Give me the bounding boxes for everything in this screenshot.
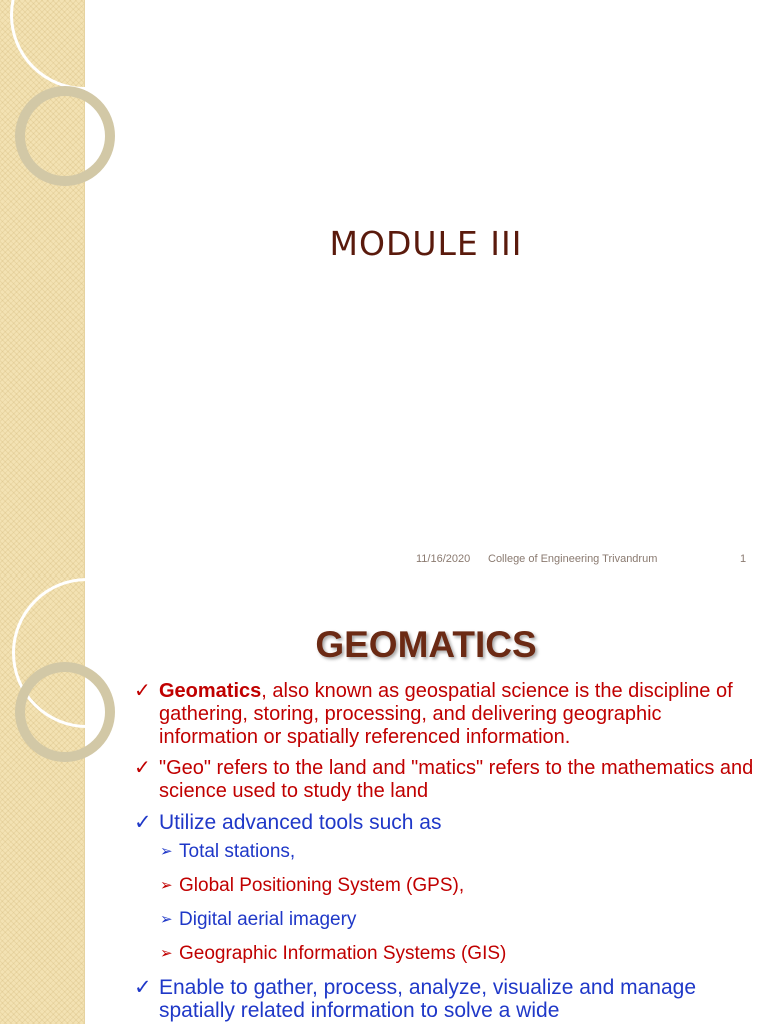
sub-bullet-text: Digital aerial imagery [179,909,357,930]
check-icon: ✓ [134,976,152,999]
decorative-side-band [0,576,85,1024]
footer-date: 11/16/2020 [416,553,471,565]
arrow-icon: ➢ [160,911,173,928]
sub-bullet-item [134,908,754,931]
bullet-keyword: Geomatics [159,680,262,702]
arrow-icon: ➢ [160,877,173,894]
check-icon: ✓ [134,757,151,779]
bullet-item [134,811,754,834]
bullet-item [134,976,754,1022]
arrow-icon: ➢ [160,945,173,962]
bullet-text: Enable to gather, process, analyze, visualize and manage spatially related information to solve a wide [159,976,697,1022]
decorative-ring-icon [10,0,160,90]
bullet-text: "Geo" refers to the land and "matics" refers to the mathematics and science used to study the land [159,757,754,802]
slide-title: GEOMATICS [315,624,537,665]
bullet-item [134,757,754,803]
decorative-ring-icon [15,86,115,186]
footer-college: College of Engineering Trivandrum [488,553,658,565]
slide-2 [0,576,768,1024]
bullet-item [134,680,754,749]
slide-title: MODULE III [329,224,523,263]
sub-bullet-text: Geographic Information Systems (GIS) [179,943,507,964]
sub-bullet-text: Global Positioning System (GPS), [179,875,465,896]
sub-bullet-text: Total stations, [179,841,296,862]
decorative-ring-icon [15,662,115,762]
sub-bullet-item [134,840,754,863]
check-icon: ✓ [134,680,151,702]
bullet-text: , also known as geospatial science is the discipline of gathering, storing, processing, and delivering geographic information or spatially referenced information. [159,680,733,748]
decorative-side-band [0,0,85,576]
footer-page-number: 1 [740,553,747,565]
arrow-icon: ➢ [160,843,173,860]
bullet-text: Utilize advanced tools such as [159,811,442,834]
bullet-list [134,680,754,1024]
sub-bullet-item [134,942,754,965]
check-icon: ✓ [134,811,152,834]
sub-bullet-item [134,874,754,897]
